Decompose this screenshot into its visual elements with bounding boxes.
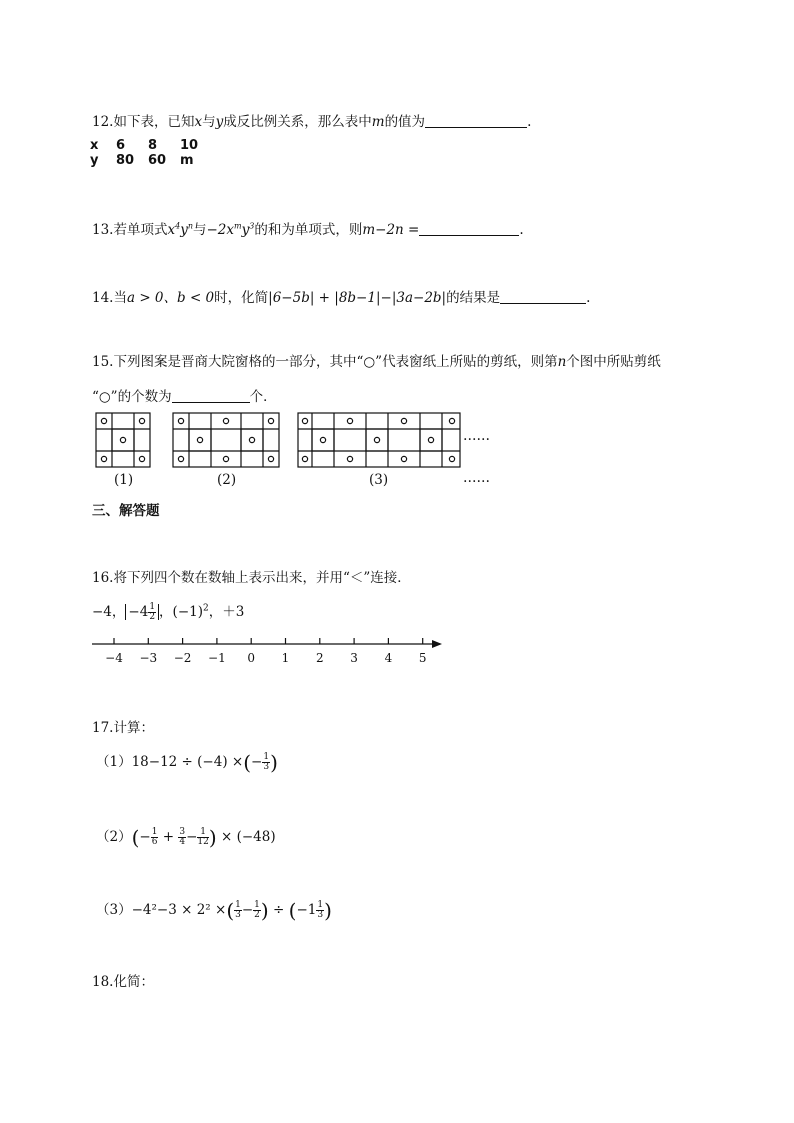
table-cell: m	[180, 153, 194, 168]
table-row	[90, 138, 204, 153]
axis-tick-label: 3	[350, 651, 358, 665]
part-label: （3）	[96, 902, 132, 918]
question-text: 若单项式	[113, 222, 168, 238]
axis-tick-label: 2	[315, 651, 324, 665]
numbers-list: −4， −4 $\frac{1}{2}$ ，$(-1)^2$，＋3	[92, 602, 245, 622]
var-x: x	[194, 114, 203, 130]
axis-tick-label: −4	[105, 651, 123, 665]
question-13	[92, 218, 524, 238]
xy-table	[90, 138, 204, 168]
number-item: ，＋3	[208, 604, 245, 620]
question-text: 与	[193, 222, 207, 238]
question-text: 与	[202, 114, 216, 130]
condition: a > 0、b < 0	[126, 290, 215, 306]
question-14	[92, 286, 590, 306]
table-cell: 8	[148, 138, 158, 153]
question-17	[92, 716, 154, 736]
q17-part-3: （3）−4²−3 × 2² ×( $\frac{1}{3}$ − $\frac{1}{2}$ ) ÷ (−1 $\frac{1}{3}$ )	[96, 898, 332, 923]
table-row	[90, 153, 204, 168]
monomial-2: $-2x^my^3$	[206, 221, 255, 238]
answer-blank[interactable]	[419, 221, 519, 236]
number-item: ，(−1)	[159, 604, 203, 620]
table-cell: 60	[148, 153, 167, 168]
question-number: 12.	[92, 114, 114, 130]
axis-tick-label: 1	[281, 651, 290, 665]
table-cell: x	[90, 138, 99, 153]
axis-tick-label: 5	[418, 651, 427, 665]
question-15-line-1	[92, 350, 661, 370]
axis-tick-label: −3	[139, 651, 158, 665]
monomial-1: $x^4y^n$	[167, 221, 193, 238]
question-number: 14.	[92, 290, 114, 306]
figure-label: (3)	[369, 472, 389, 488]
answer-blank[interactable]	[500, 289, 586, 304]
axis-tick-label: 4	[384, 651, 393, 665]
question-number: 16.	[92, 570, 114, 586]
table-cell: 80	[116, 153, 135, 168]
section-heading: 三、解答题	[92, 503, 160, 519]
number-item: −4	[128, 604, 149, 620]
q17-part-2: （2）(− $\frac{1}{6}$ + $\frac{3}{4}$ − $\frac{1}{12}$ ) × (−48)	[96, 825, 276, 850]
number-line	[90, 634, 450, 668]
question-number: 15.	[92, 354, 114, 370]
table-cell: 10	[180, 138, 199, 153]
part-label: （2）	[96, 829, 132, 845]
axis-tick-label: −2	[173, 651, 192, 665]
question-text: 的和为单项式，则	[254, 222, 363, 238]
question-number: 13.	[92, 222, 114, 238]
figure-label: (2)	[217, 472, 237, 488]
question-text: 成反比例关系，那么表中	[223, 114, 372, 130]
expression: 18−12 ÷ (−4) ×	[131, 754, 244, 770]
expression: m−2n =	[362, 222, 420, 238]
answer-blank[interactable]	[172, 388, 250, 403]
window-pattern-figures	[90, 408, 510, 470]
expression: −4²−3 × 2² ×	[131, 902, 227, 918]
term-text: −2x	[206, 222, 235, 238]
expression: |6−5b| + |8b−1|−|3a−2b|	[268, 290, 447, 306]
term-text: x	[167, 222, 176, 238]
question-text: “○”的个数为	[92, 389, 172, 405]
question-18	[92, 970, 154, 990]
table-cell: y	[90, 153, 99, 168]
operator: ÷	[273, 902, 285, 918]
question-text: 下列图案是晋商大院窗格的一部分，其中“○”代表窗纸上所贴的剪纸，则第	[113, 354, 558, 370]
question-number: 18.	[92, 974, 114, 990]
var-m: m	[371, 114, 385, 130]
continuation-dots: ……	[463, 428, 490, 444]
question-text: 化简：	[113, 974, 154, 990]
question-text: 的结果是	[446, 290, 501, 306]
var-n: n	[557, 354, 567, 370]
fraction: $\frac{1}{2}$	[149, 602, 156, 622]
abs-value-item	[125, 604, 159, 620]
figure-label: (1)	[114, 472, 134, 488]
question-number: 17.	[92, 720, 114, 736]
question-text: 个图中所贴剪纸	[566, 354, 661, 370]
axis-tick-label: 0	[247, 651, 256, 665]
answer-blank[interactable]	[425, 113, 527, 128]
question-text: 当	[113, 290, 127, 306]
part-label: （1）	[96, 754, 132, 770]
question-text: 个．	[249, 389, 277, 405]
question-15-line-2	[92, 385, 277, 405]
figure-2	[173, 413, 279, 467]
question-text: 的值为	[384, 114, 426, 130]
axis-tick-label: −1	[208, 651, 226, 665]
question-text: 将下列四个数在数轴上表示出来，并用“＜”连接．	[113, 570, 411, 586]
number-item: −4，	[92, 604, 126, 620]
expression: × (−48)	[220, 829, 276, 845]
figure-1	[96, 413, 150, 467]
question-text: 计算：	[113, 720, 154, 736]
period: .	[519, 222, 524, 238]
period: .	[527, 114, 532, 130]
figure-3	[298, 413, 460, 467]
question-12	[92, 110, 531, 130]
period: .	[586, 290, 591, 306]
continuation-dots: ……	[463, 470, 490, 486]
q17-part-1: （1）18−12 ÷ (−4) ×(− $\frac{1}{3}$ )	[96, 750, 278, 775]
var-y: y	[215, 114, 224, 130]
question-16	[92, 566, 411, 586]
question-text: 时，化简	[214, 290, 269, 306]
table-cell: 6	[116, 138, 126, 153]
question-text: 如下表，已知	[113, 114, 195, 130]
